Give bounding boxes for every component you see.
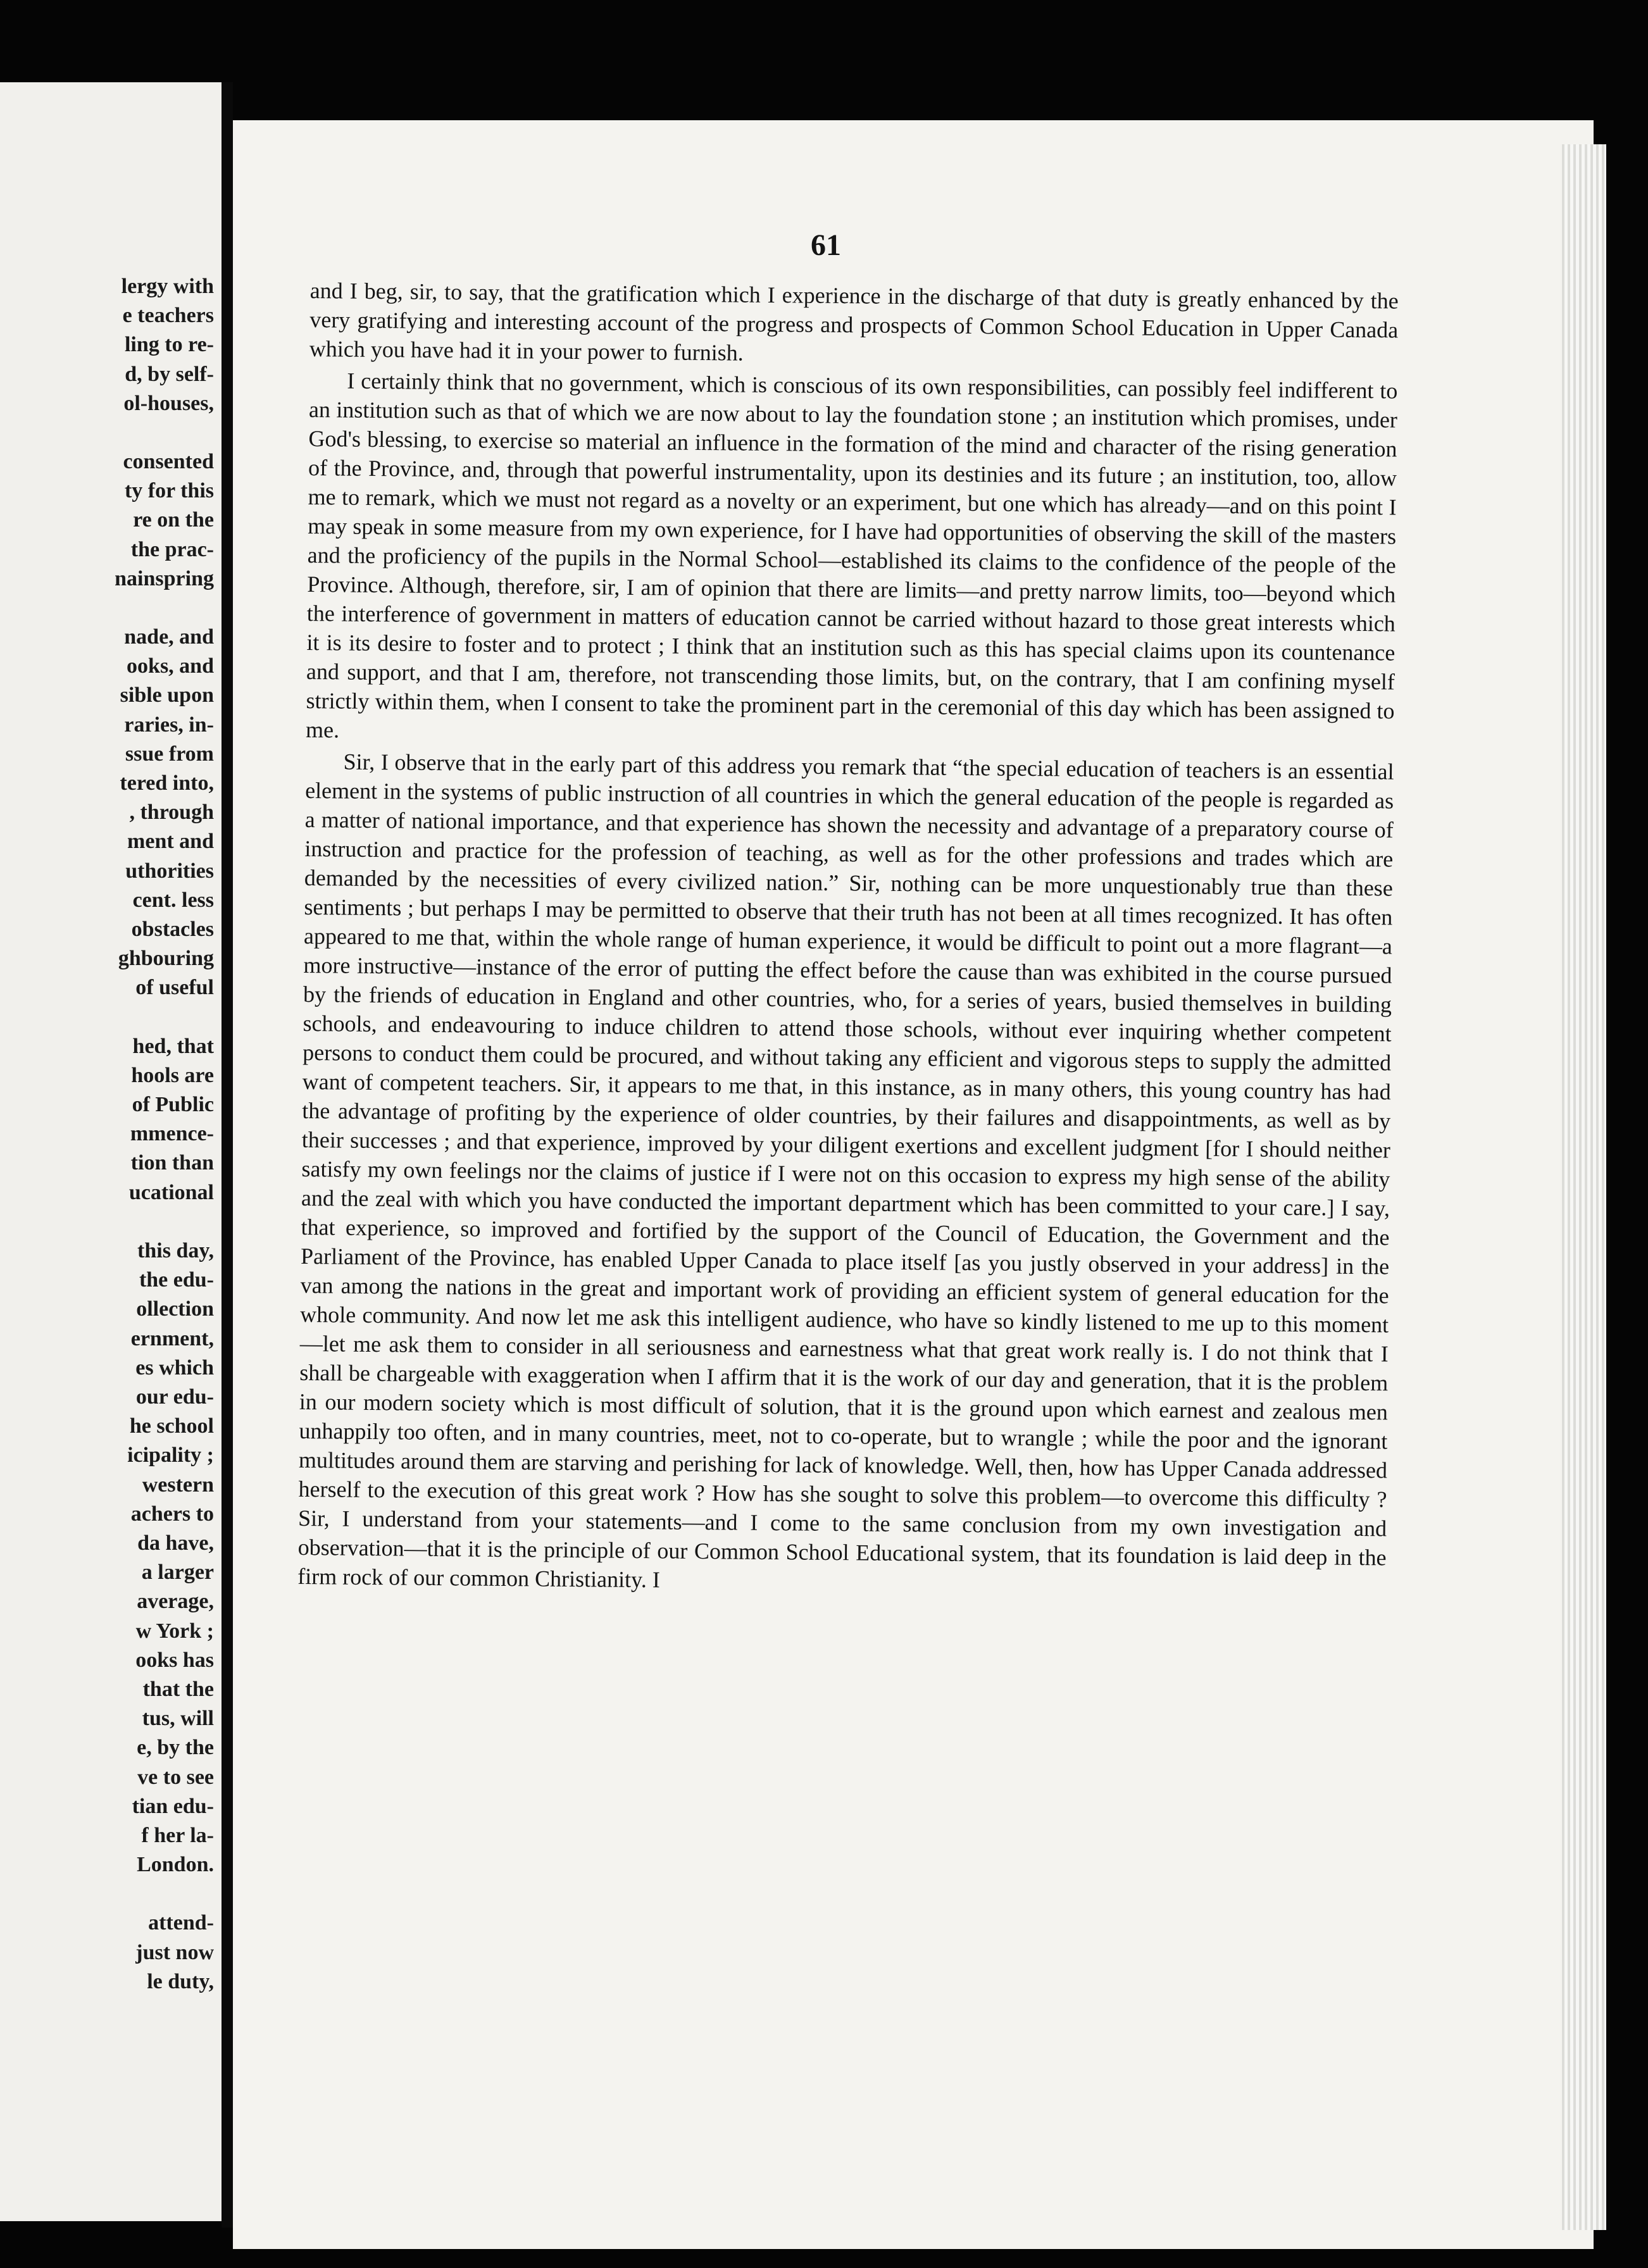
left-page-line: of useful [135,976,214,1000]
line-gap [5,594,214,623]
left-page-line: le duty, [147,1969,214,1993]
left-page-line: he school [129,1414,214,1438]
book-gutter [222,82,233,2228]
left-page-line: sible upon [120,683,214,707]
left-page-line: ment and [127,830,214,854]
left-page-line: that the [142,1677,214,1701]
left-facing-page [0,82,222,2221]
page-body [297,276,1399,1601]
line-gap [5,418,214,447]
left-page-line: tered into, [120,771,214,795]
left-page-line: e teachers [122,304,214,328]
paragraph: and I beg, sir, to say, that the gratification which I experience in the discharge of that duty is greatly enhanced by the very gratifying and interesting account of the progress and prospects of Common School Education in Upper Canada which you have had it in your power to furnish. [309,277,1399,366]
page-edge [1562,144,1606,2230]
left-page-line: nade, and [124,625,214,649]
left-page-line: ve to see [137,1765,214,1789]
line-gap [5,1207,214,1237]
left-page-line: da have, [137,1531,214,1555]
left-page-line: ghbouring [118,947,214,971]
left-page-line: this day, [137,1238,214,1262]
left-page-line: nainspring [115,566,214,590]
left-page-line: ooks, and [127,654,214,678]
left-page-line: obstacles [131,918,214,942]
left-page-line: western [142,1473,214,1497]
left-page-line: ooks has [135,1648,214,1672]
left-page-line: uthorities [125,859,214,883]
paragraph: Sir, I observe that in the early part of this address you remark that “the special education of teachers is an essential element in the systems of public instruction of all countries in which the general education of the people is regarded as a matter of national importance, and that experience has shown the necessity and advantage of a preparatory course of instruction and practice for the profession of teaching, as well as for the other professions and trades which are demanded by the necessities of every civilized nation.” Sir, nothing can be more unquestionably true than these sentiments ; but perhaps I may be permitted to observe that their truth has not been at all times recognized. It has often appeared to me that, within the whole range of human experience, it would be difficult to point out a more flagrant—a more instructive—instance of the error of putting the effect before the cause than was exhibited in the course pursued by the friends of education in England and other countries, who, for a series of years, busied themselves in building schools, and endeavouring to induce children to attend those schools, without ever inquiring whether competent persons to conduct them could be procured, and without taking any efficient and vigorous steps to supply the admitted want of competent teachers. Sir, it appears to me that, in this instance, as in many others, this young country has had the advantage of profiting by the experience of older countries, by their failures and disappointments, as well as by their successes ; and that experience, improved by your diligent exertions and excellent judgment [for I should neither satisfy my own feelings nor the claims of justice if I were not on this occasion to express my high sense of the ability and the zeal with which you have conducted the important department which has been committed to your care.] I say, that experience, so improved and fortified by the support of the Council of Education, the Government and the Parliament of the Province, has enabled Upper Canada to place itself [as you justly observed in your address] in the van among the nations in the great and important work of providing an efficient system of general education for the whole community. And now let me ask this intelligent audience, who have so kindly listened to me up to this moment—let me ask them to consider in all seriousness and earnestness what that great work really is. I do not think that I shall be chargeable with exaggeration when I affirm that it is the work of our day and generation, that it is the problem in our modern society which is most difficult of solution, that it is the ground upon which earnest and zealous men unhappily too often, and in many countries, meet, not to co-operate, but to wrangle ; while the poor and the ignorant multitudes around them are starving and perishing for lack of knowledge. Well, then, how has Upper Canada addressed herself to the execution of this great work ? How has she sought to solve this problem—to overcome this difficulty ? Sir, I understand from your statements—and I come to the same conclusion from my own investigation and observation—that it is the principle of our Common School Educational system, that its foundation is laid deep in the firm rock of our common Christianity. I [297,749,1394,1593]
left-page-line: consented [123,450,214,474]
line-gap [5,1003,214,1032]
left-page-line: ling to re- [124,333,214,357]
left-page-line: cent. less [132,888,214,912]
page-number: 61 [811,228,841,262]
left-page-line: attend- [148,1911,214,1935]
left-page-line: ssue from [125,742,214,766]
left-page-line: of Public [132,1093,214,1117]
left-page-line: w York ; [135,1619,214,1643]
left-page-line: d, by self- [125,362,214,386]
left-page-line: a larger [141,1561,214,1585]
left-page-line: re on the [133,508,214,532]
line-gap [5,1879,214,1909]
left-page-line: icipality ; [127,1443,214,1467]
left-page-line: lergy with [121,275,214,298]
left-page-line: average, [137,1590,214,1614]
left-page-line: ernment, [130,1326,214,1350]
left-page-line: hools are [131,1063,214,1087]
left-page-line: es which [135,1355,214,1380]
left-page-line: tion than [130,1151,214,1175]
left-page-line: ol-houses, [123,391,214,415]
left-page-line: mmence- [130,1122,214,1146]
left-page-line: , through [129,801,214,825]
left-page-line: f her la- [141,1823,214,1847]
left-page-line: just now [135,1940,214,1964]
left-page-line: raries, in- [124,713,214,737]
left-page-line: achers to [130,1502,214,1526]
left-page-line: ty for this [124,479,214,503]
left-page-line: e, by the [137,1736,214,1760]
left-page-text [5,272,214,1997]
left-page-line: ollection [136,1297,214,1321]
left-page-line: ucational [128,1180,214,1204]
left-page-line: the prac- [130,537,214,561]
left-page-line: tian edu- [132,1794,214,1818]
left-page-line: hed, that [132,1034,214,1058]
left-page-line: the edu- [139,1268,214,1292]
left-page-line: tus, will [142,1707,214,1731]
left-page-line: our edu- [135,1385,214,1409]
left-page-line: London. [137,1853,214,1877]
paragraph: I certainly think that no government, which is conscious of its own responsibilities, can possibly feel indifferent to an institution such as that of which we are now about to lay the foundation stone ; an institution which promises, under God's blessing, to exercise so material an influence in the formation of the mind and character of the rising generation of the Province, and, through that powerful instrumentality, upon its destinies and its future ; an institution, too, allow me to remark, which we must not regard as a novelty or an experiment, but one which has already—and on this point I may speak in some measure from my own experience, for I have had opportunities of observing the skill of the masters and the proficiency of the pupils in the Normal School—established its claims to the confidence of the people of the Province. Although, therefore, sir, I am of opinion that there are limits—and pretty narrow limits, too—beyond which the interference of government in matters of education cannot be carried without hazard to those great interests which it is its desire to foster and to protect ; I think that an institution such as this has special claims upon its countenance and support, and that I am, therefore, not transcending those limits, but, on the contrary, that I am confining myself strictly within them, when I consent to take the prominent part in the ceremonial of this day which has been assigned to me. [305,368,1398,743]
